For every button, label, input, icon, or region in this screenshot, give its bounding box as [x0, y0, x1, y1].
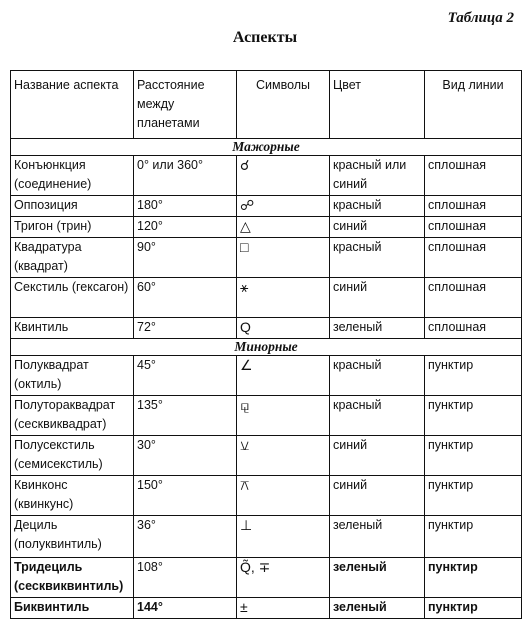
aspects-table: [10, 70, 522, 619]
table-row: [11, 476, 522, 516]
aspect-name: Полусекстиль (семисекстиль): [11, 436, 134, 476]
aspect-symbol: [237, 598, 330, 619]
col-header-name: Название аспекта: [11, 71, 134, 139]
aspect-color: красный или синий: [330, 156, 425, 196]
aspect-line: пунктир: [425, 558, 522, 598]
aspect-color: зеленый: [330, 516, 425, 558]
aspect-distance: 135°: [134, 396, 237, 436]
aspect-color: красный: [330, 396, 425, 436]
aspect-symbol: [237, 558, 330, 598]
aspect-name: Полутораквадрат (сесквиквадрат): [11, 396, 134, 436]
opposition-icon: ☍: [240, 197, 255, 213]
aspect-symbol: [237, 516, 330, 558]
aspect-line: пунктир: [425, 396, 522, 436]
aspect-name: Квинконс (квинкунс): [11, 476, 134, 516]
aspect-line: пунктир: [425, 598, 522, 619]
aspect-color: синий: [330, 217, 425, 238]
semisquare-icon: ∠: [240, 357, 253, 373]
table-row: [11, 196, 522, 217]
aspect-color: красный: [330, 238, 425, 278]
col-header-line: Вид линии: [425, 71, 522, 139]
aspect-distance: 30°: [134, 436, 237, 476]
aspect-line: сплошная: [425, 318, 522, 339]
sesquiquadrate-icon: ⚼: [240, 397, 250, 413]
aspect-color: красный: [330, 356, 425, 396]
aspect-distance: 72°: [134, 318, 237, 339]
table-row: [11, 318, 522, 339]
table-row: [11, 217, 522, 238]
biquintile-icon: ±: [240, 599, 248, 615]
aspect-symbol: [237, 318, 330, 339]
table-row: [11, 356, 522, 396]
table-row: [11, 396, 522, 436]
page-title: Аспекты: [232, 29, 298, 46]
aspect-color: красный: [330, 196, 425, 217]
col-header-color: Цвет: [330, 71, 425, 139]
aspect-name: Тридециль (сесквиквинтиль): [11, 558, 134, 598]
aspect-color: синий: [330, 278, 425, 318]
aspect-name: Секстиль (гексагон): [11, 278, 134, 318]
aspect-line: сплошная: [425, 238, 522, 278]
aspect-color: зеленый: [330, 558, 425, 598]
aspect-color: синий: [330, 476, 425, 516]
aspect-symbol: [237, 196, 330, 217]
tridecile-icon: Q̃, ∓: [240, 559, 271, 575]
table-row: [11, 238, 522, 278]
aspect-distance: 45°: [134, 356, 237, 396]
square-icon: □: [240, 239, 249, 255]
sextile-icon: ⚹: [240, 279, 249, 295]
aspect-line: сплошная: [425, 278, 522, 318]
aspect-distance: 36°: [134, 516, 237, 558]
aspect-distance: 144°: [134, 598, 237, 619]
table-row: [11, 516, 522, 558]
aspect-name: Дециль (полуквинтиль): [11, 516, 134, 558]
aspect-name: Тригон (трин): [11, 217, 134, 238]
table-number: Таблица 2: [447, 10, 514, 26]
aspect-name: Биквинтиль: [11, 598, 134, 619]
aspect-name: Квинтиль: [11, 318, 134, 339]
table-row: [11, 598, 522, 619]
conjunction-icon: ☌: [240, 157, 250, 173]
aspect-line: пунктир: [425, 476, 522, 516]
table-row: [11, 278, 522, 318]
aspect-symbol: [237, 217, 330, 238]
table-row: [11, 558, 522, 598]
section-major: Мажорные: [11, 139, 522, 156]
col-header-distance: Расстояние между планетами: [134, 71, 237, 139]
aspect-line: сплошная: [425, 217, 522, 238]
decile-icon: ⊥: [240, 517, 253, 533]
aspect-line: пунктир: [425, 516, 522, 558]
col-header-symbol: Символы: [237, 71, 330, 139]
table-row: [11, 156, 522, 196]
aspect-line: сплошная: [425, 156, 522, 196]
aspect-line: пунктир: [425, 436, 522, 476]
table-row: [11, 436, 522, 476]
aspect-distance: 60°: [134, 278, 237, 318]
aspect-color: зеленый: [330, 318, 425, 339]
aspect-distance: 90°: [134, 238, 237, 278]
aspect-symbol: [237, 156, 330, 196]
aspect-distance: 180°: [134, 196, 237, 217]
quintile-icon: Q: [240, 319, 251, 335]
aspect-distance: 108°: [134, 558, 237, 598]
table-header: [11, 71, 522, 139]
aspect-symbol: [237, 238, 330, 278]
aspect-line: пунктир: [425, 356, 522, 396]
aspect-distance: 0° или 360°: [134, 156, 237, 196]
quincunx-icon: ⚻: [240, 477, 250, 493]
aspect-name: Квадратура (квадрат): [11, 238, 134, 278]
semisextile-icon: ⚺: [240, 437, 250, 453]
aspect-distance: 150°: [134, 476, 237, 516]
section-minor: Минорные: [11, 339, 522, 356]
aspect-color: зеленый: [330, 598, 425, 619]
aspect-name: Оппозиция: [11, 196, 134, 217]
aspect-symbol: [237, 476, 330, 516]
aspect-color: синий: [330, 436, 425, 476]
aspect-name: Конъюнкция (соединение): [11, 156, 134, 196]
trine-icon: △: [240, 218, 251, 234]
aspect-symbol: [237, 278, 330, 318]
aspect-symbol: [237, 356, 330, 396]
aspect-name: Полуквадрат (октиль): [11, 356, 134, 396]
aspect-line: сплошная: [425, 196, 522, 217]
aspect-symbol: [237, 396, 330, 436]
aspect-symbol: [237, 436, 330, 476]
aspect-distance: 120°: [134, 217, 237, 238]
